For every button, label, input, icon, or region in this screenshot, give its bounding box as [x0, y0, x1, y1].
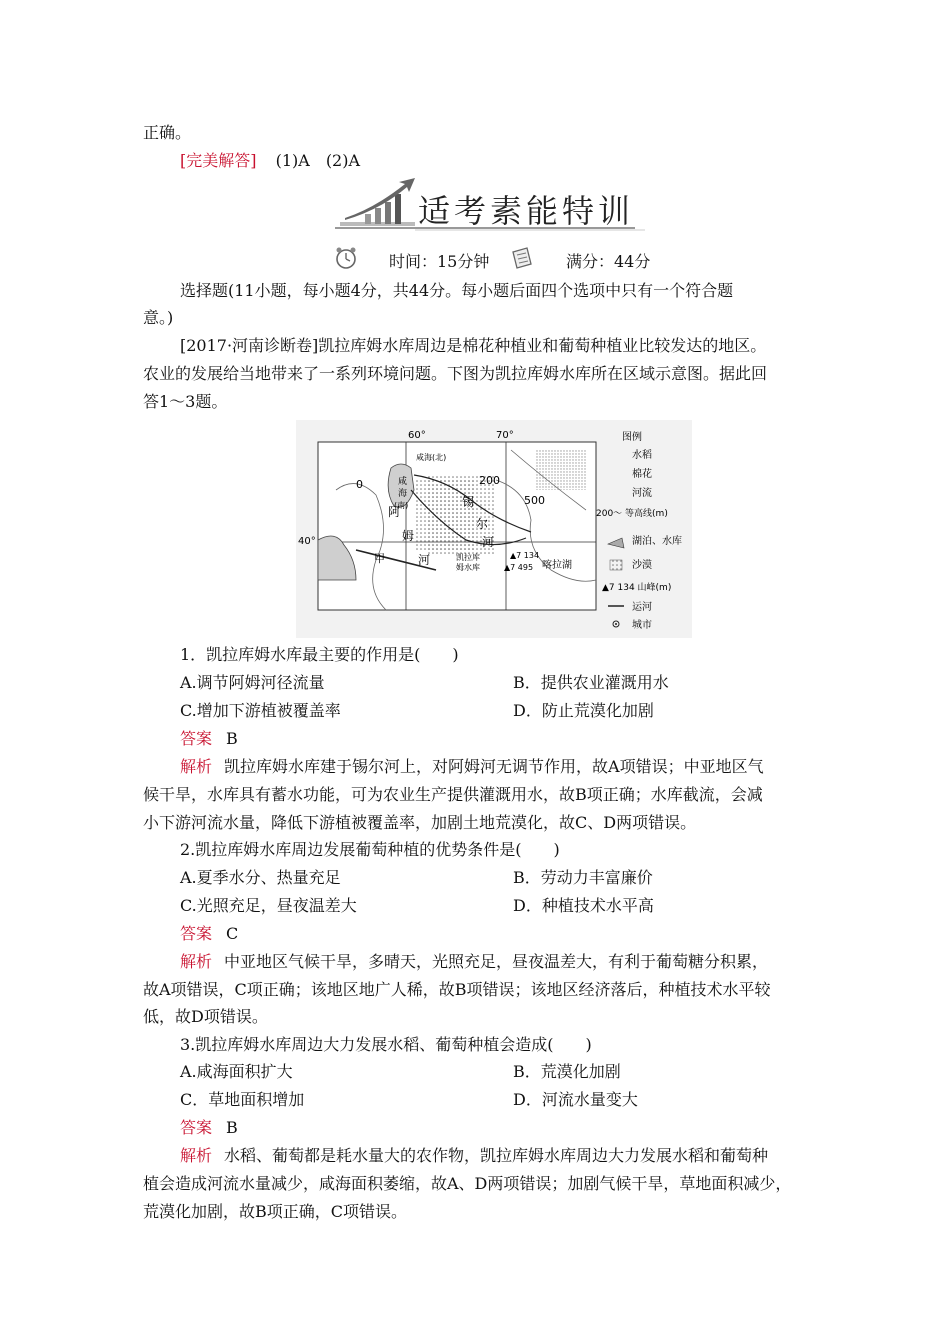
- svg-text:河: 河: [482, 535, 495, 549]
- continuation-text: 正确。: [143, 123, 192, 142]
- time-clock-icon: [335, 246, 357, 275]
- intro-line-1: 选择题(11小题，每小题4分，共44分。每小题后面四个选项中只有一个符合题: [180, 281, 734, 300]
- q3-analysis-line-1: 解析 水稻、葡萄都是耗水量大的农作物，凯拉库姆水库周边大力发展水稻和葡萄种: [180, 1146, 769, 1165]
- svg-text:喀拉湖: 喀拉湖: [542, 560, 572, 571]
- q1-answer: 答案 B: [180, 729, 238, 748]
- svg-text:沙漠: 沙漠: [632, 560, 652, 571]
- svg-text:姆水库: 姆水库: [456, 563, 480, 572]
- svg-text:海: 海: [398, 489, 408, 499]
- contour-500-label: 500: [524, 494, 545, 507]
- svg-text:姆: 姆: [402, 529, 415, 543]
- lon-70-label: 70°: [496, 430, 514, 441]
- q2-answer: 答案 C: [180, 924, 239, 943]
- q3-option-b[interactable]: B．荒漠化加剧: [513, 1062, 621, 1081]
- svg-text:棉花: 棉花: [632, 469, 652, 480]
- svg-text:运河: 运河: [632, 602, 652, 613]
- time-limit: 时间：15分钟: [389, 252, 490, 271]
- svg-text:湖泊、水库: 湖泊、水库: [632, 536, 682, 547]
- q3-option-d[interactable]: D．河流水量变大: [513, 1090, 638, 1109]
- question-1-stem: 1．凯拉库姆水库最主要的作用是( ): [180, 645, 459, 664]
- svg-text:尔: 尔: [476, 517, 489, 531]
- intro-line-2: 意。): [143, 308, 174, 327]
- full-score: 满分：44分: [566, 252, 651, 271]
- perfect-answer-label: [完美解答]: [180, 151, 257, 170]
- contour-0-label: 0: [356, 478, 363, 491]
- q1-option-a[interactable]: A.调节阿姆河径流量: [180, 673, 325, 692]
- q2-analysis-line-2: 故A项错误，C项正确；该地区地广人稀，故B项错误；该地区经济落后，种植技术水平较: [143, 980, 771, 999]
- aral-north-label: 咸海(北): [416, 453, 447, 462]
- legend-title: 图例: [622, 432, 642, 443]
- q1-option-b[interactable]: B．提供农业灌溉用水: [513, 673, 669, 692]
- q1-analysis-line-1: 解析 凯拉库姆水库建于锡尔河上，对阿姆河无调节作用，故A项错误；中亚地区气: [180, 757, 764, 776]
- q1-analysis-line-3: 小下游河流水量，降低下游植被覆盖率，加剧土地荒漠化，故C、D两项错误。: [143, 813, 697, 832]
- svg-text:水稻: 水稻: [632, 450, 652, 461]
- contour-200-label: 200: [479, 474, 500, 487]
- q3-answer: 答案 B: [180, 1118, 238, 1137]
- q3-analysis-line-2: 植会造成河流水量减少，咸海面积萎缩，故A、D两项错误；加剧气候干旱，草地面积减少，: [143, 1174, 792, 1193]
- svg-text:▲7 134: ▲7 134: [510, 551, 540, 560]
- svg-text:▲7 134 山峰(m): ▲7 134 山峰(m): [602, 583, 672, 593]
- perfect-answer-text: (1)A (2)A: [275, 151, 361, 170]
- passage-line-2: 农业的发展给当地带来了一系列环境问题。下图为凯拉库姆水库所在区域示意图。据此回: [143, 364, 768, 383]
- svg-text:河流: 河流: [632, 488, 652, 499]
- score-paper-icon: [510, 246, 534, 275]
- svg-text:河: 河: [418, 553, 431, 567]
- q2-option-c[interactable]: C.光照充足，昼夜温差大: [180, 896, 357, 915]
- q3-option-c[interactable]: C．草地面积增加: [180, 1090, 305, 1109]
- lat-40-label: 40°: [298, 536, 316, 547]
- svg-text:阿: 阿: [388, 505, 401, 519]
- region-jia-label: 甲: [374, 552, 385, 565]
- passage-line-1: [2017·河南诊断卷]凯拉库姆水库周边是棉花种植业和葡萄种植业比较发达的地区。: [180, 336, 767, 355]
- q1-analysis-line-2: 候干旱，水库具有蓄水功能，可为农业生产提供灌溉用水，故B项正确；水库截流，会减: [143, 785, 763, 804]
- svg-text:锡: 锡: [462, 495, 475, 509]
- region-map: [296, 420, 692, 638]
- question-3-stem: 3.凯拉库姆水库周边大力发展水稻、葡萄种植会造成( ): [180, 1035, 592, 1054]
- perfect-answer: [180, 151, 360, 171]
- q1-option-c[interactable]: C.增加下游植被覆盖率: [180, 701, 341, 720]
- passage-line-3: 答1～3题。: [143, 392, 228, 411]
- q2-option-a[interactable]: A.夏季水分、热量充足: [180, 868, 341, 887]
- reservoir-label: 凯拉库: [456, 553, 480, 562]
- svg-text:▲7 495: ▲7 495: [504, 563, 534, 572]
- q3-option-a[interactable]: A.咸海面积扩大: [180, 1062, 293, 1081]
- q1-option-d[interactable]: D．防止荒漠化加剧: [513, 701, 654, 720]
- question-2-stem: 2.凯拉库姆水库周边发展葡萄种植的优势条件是( ): [180, 840, 560, 859]
- q3-analysis-line-3: 荒漠化加剧，故B项正确，C项错误。: [143, 1202, 408, 1221]
- svg-text:城市: 城市: [632, 620, 652, 631]
- svg-text:咸: 咸: [398, 477, 408, 487]
- q2-analysis-line-1: 解析 中亚地区气候干旱，多晴天，光照充足，昼夜温差大，有利于葡萄糖分积累，: [180, 952, 769, 971]
- q2-option-d[interactable]: D．种植技术水平高: [513, 896, 654, 915]
- banner-title: 适考素能特训: [418, 192, 635, 230]
- lon-60-label: 60°: [408, 430, 426, 441]
- q2-analysis-line-3: 低，故D项错误。: [143, 1007, 268, 1026]
- svg-text:(南): (南): [394, 501, 409, 510]
- q2-option-b[interactable]: B．劳动力丰富廉价: [513, 868, 653, 887]
- svg-text:200～ 等高线(m): 200～ 等高线(m): [596, 509, 668, 519]
